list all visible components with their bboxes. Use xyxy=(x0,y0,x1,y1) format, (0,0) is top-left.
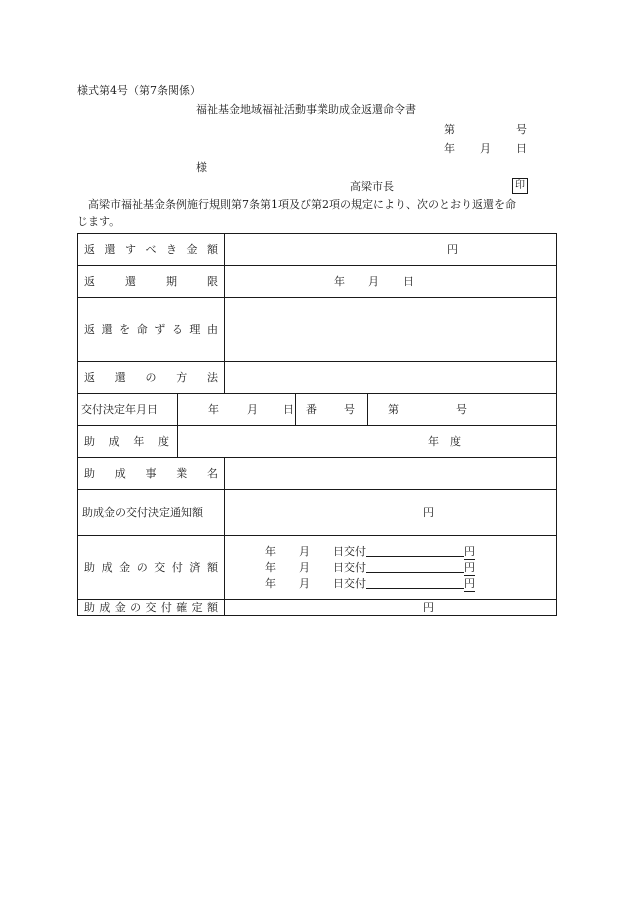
issued-entry xyxy=(265,544,556,560)
doc-number-gou: 号 xyxy=(516,123,527,136)
body-text-line2: じます。 xyxy=(77,215,121,228)
doc-number-dai: 第 xyxy=(444,123,455,136)
issued-unit: 円 xyxy=(464,576,475,590)
decision-day: 日 xyxy=(283,402,294,416)
return-amount-unit: 円 xyxy=(447,242,458,256)
confirmed-amount-label-cell xyxy=(78,600,225,616)
confirmed-amount-label: 助 成 金 の 交 付 確 定 額 xyxy=(84,600,218,614)
return-deadline-field[interactable] xyxy=(225,266,557,298)
decision-number-dai: 第 xyxy=(388,402,399,416)
grant-year-label-cell xyxy=(78,426,178,458)
date-day: 日 xyxy=(516,142,527,155)
issuer-name: 高梁市長 xyxy=(350,180,394,193)
issued-amount-line[interactable] xyxy=(366,576,464,589)
decided-notice-amount-label: 助成金の交付決定通知額 xyxy=(82,505,203,519)
row-confirmed-amount xyxy=(78,600,557,616)
issued-month: 月 xyxy=(299,560,310,574)
row-return-amount xyxy=(78,234,557,266)
date-month: 月 xyxy=(480,142,491,155)
issued-month: 月 xyxy=(299,544,310,558)
deadline-day: 日 xyxy=(403,274,414,288)
return-reason-label-cell xyxy=(78,298,225,362)
decision-number-label: 番 号 xyxy=(306,402,355,416)
decision-date-field[interactable] xyxy=(178,394,296,426)
return-method-field[interactable] xyxy=(225,362,557,394)
return-method-label-cell xyxy=(78,362,225,394)
date-year: 年 xyxy=(444,142,455,155)
issued-day: 日交付 xyxy=(333,544,366,558)
decision-month: 月 xyxy=(247,402,258,416)
row-grant-year xyxy=(78,426,557,458)
issued-year: 年 xyxy=(265,560,276,574)
decision-year: 年 xyxy=(208,402,219,416)
row-decided-notice-amount xyxy=(78,490,557,536)
return-amount-label: 返 還 す べ き 金 額 xyxy=(84,242,218,256)
decision-number-label-cell xyxy=(296,394,368,426)
document-title: 福祉基金地域福祉活動事業助成金返還命令書 xyxy=(196,103,416,116)
row-return-method xyxy=(78,362,557,394)
project-name-label: 助 成 事 業 名 xyxy=(84,466,218,480)
form-number: 様式第4号（第7条関係） xyxy=(77,84,201,97)
seal-mark: 印 xyxy=(512,178,528,194)
issued-amount-line[interactable] xyxy=(366,544,464,557)
row-project-name xyxy=(78,458,557,490)
issued-amount-line[interactable] xyxy=(366,560,464,573)
paid-amount-label-cell xyxy=(78,536,225,600)
project-name-label-cell xyxy=(78,458,225,490)
deadline-year: 年 xyxy=(334,274,345,288)
decided-notice-amount-unit: 円 xyxy=(423,505,434,519)
decision-date-label: 交付決定年月日 xyxy=(81,402,158,416)
return-reason-label: 返 還 を 命 ず る 理 由 xyxy=(84,322,218,336)
body-text-line1: 高梁市福祉基金条例施行規則第7条第1項及び第2項の規定により、次のとおり返還を命 xyxy=(77,198,516,211)
row-return-reason xyxy=(78,298,557,362)
return-reason-field[interactable] xyxy=(225,298,557,362)
row-decision-date xyxy=(78,394,557,426)
row-paid-amount xyxy=(78,536,557,600)
decision-number-field[interactable] xyxy=(368,394,557,426)
return-amount-field[interactable] xyxy=(225,234,557,266)
issued-unit: 円 xyxy=(464,544,475,558)
return-method-label: 返 還 の 方 法 xyxy=(84,370,218,384)
issued-day: 日交付 xyxy=(333,560,366,574)
confirmed-amount-field[interactable] xyxy=(225,600,557,616)
grant-year-label: 助 成 年 度 xyxy=(84,434,169,448)
return-deadline-label-cell xyxy=(78,266,225,298)
issued-year: 年 xyxy=(265,544,276,558)
grant-year-field[interactable] xyxy=(178,426,557,458)
issued-unit: 円 xyxy=(464,560,475,574)
grant-year-nendo: 年 度 xyxy=(428,434,461,448)
confirmed-amount-unit: 円 xyxy=(423,600,434,614)
addressee-sama: 様 xyxy=(196,161,207,174)
return-order-table xyxy=(77,233,557,616)
decision-date-label-cell xyxy=(78,394,178,426)
issued-entry xyxy=(265,576,556,592)
issued-entry xyxy=(265,560,556,576)
issued-year: 年 xyxy=(265,576,276,590)
paid-amount-field[interactable] xyxy=(225,536,557,600)
issued-day: 日交付 xyxy=(333,576,366,590)
decided-notice-amount-field[interactable] xyxy=(225,490,557,536)
return-amount-label-cell xyxy=(78,234,225,266)
project-name-field[interactable] xyxy=(225,458,557,490)
decision-number-gou: 号 xyxy=(456,402,467,416)
paid-amount-label: 助 成 金 の 交 付 済 額 xyxy=(84,560,218,574)
issued-month: 月 xyxy=(299,576,310,590)
deadline-month: 月 xyxy=(368,274,379,288)
decided-notice-amount-label-cell xyxy=(78,490,225,536)
return-deadline-label: 返 還 期 限 xyxy=(84,274,218,288)
row-return-deadline xyxy=(78,266,557,298)
